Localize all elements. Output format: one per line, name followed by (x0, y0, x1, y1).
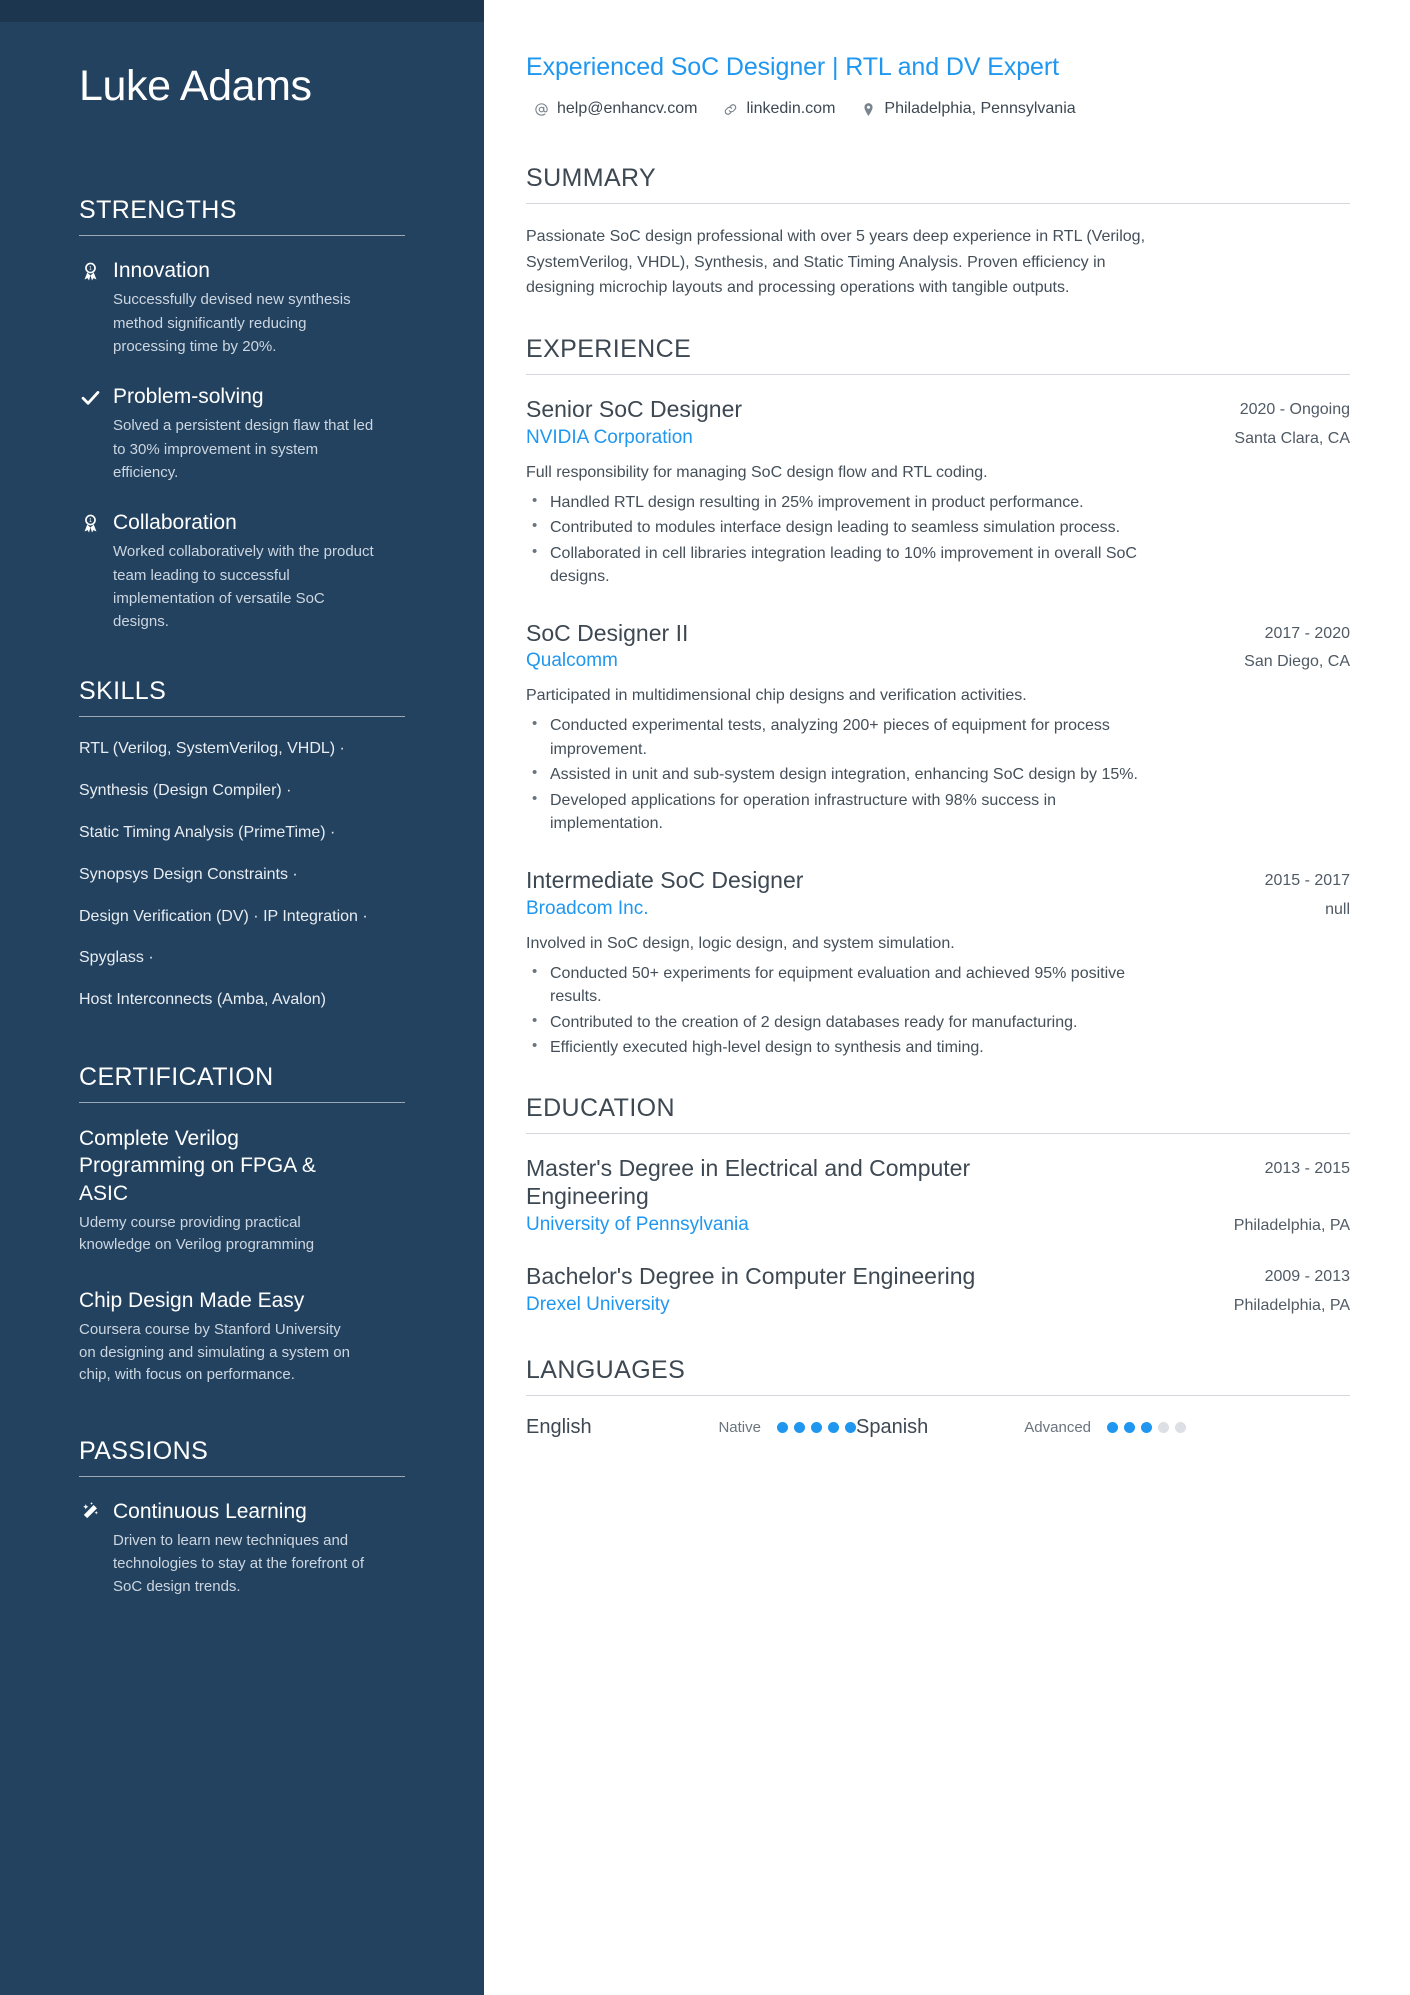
strengths-divider (79, 235, 405, 236)
main-content (484, 0, 1410, 1995)
passions-heading: PASSIONS (79, 1436, 209, 1465)
skill-item: Host Interconnects (Amba, Avalon) (79, 991, 326, 1009)
education-dates: 2013 - 2015 (1264, 1159, 1350, 1177)
language-level: Native (718, 1418, 761, 1436)
contact-item[interactable] (534, 100, 697, 118)
skill-item: RTL (Verilog, SystemVerilog, VHDL) · (79, 740, 345, 758)
company-name[interactable]: Broadcom Inc. (526, 897, 649, 919)
proficiency-dot (1158, 1422, 1169, 1433)
job-bullet: • Contributed to modules interface design leading to seamless simulation process. (526, 516, 1156, 540)
passions-item-description: Driven to learn new techniques and technologies to stay at the forefront of SoC design trends. (113, 1531, 364, 1596)
summary-text: Passionate SoC design professional with over 5 years deep experience in RTL (Verilog, SystemVerilog, VHDL), Synthesis, and Static Timing Analysis. Proven efficiency in designing microchip layouts and processing operations with tangible outputs. (526, 228, 1146, 297)
job-title: Intermediate SoC Designer (526, 866, 804, 893)
language-name: Spanish (856, 1415, 929, 1438)
job-bullet: • Developed applications for operation infrastructure with 98% success in implementation. (526, 789, 1156, 836)
strengths-heading: STRENGTHS (79, 196, 237, 225)
proficiency-dot (1124, 1422, 1135, 1433)
education-entry-top (526, 1262, 1350, 1291)
education-entry (526, 1262, 1350, 1316)
degree-title: Master's Degree in Electrical and Computer Engineering (526, 1154, 971, 1210)
at-sign-icon (534, 102, 549, 117)
strengths-item-header (79, 258, 405, 284)
strengths-item (79, 258, 405, 358)
strengths-item (79, 510, 405, 633)
svg-text:1: 1 (88, 517, 92, 524)
contact-item[interactable] (723, 100, 835, 118)
check-icon (79, 386, 101, 408)
education-entry-sub (526, 1214, 1350, 1236)
strengths-item-description: Successfully devised new synthesis method significantly reducing processing time by 20%. (113, 291, 351, 355)
contact-text: linkedin.com (746, 100, 836, 117)
education-entry-top (526, 1154, 1350, 1212)
strengths-item (79, 384, 405, 484)
contact-text: Philadelphia, Pennsylvania (884, 100, 1076, 117)
company-name[interactable]: NVIDIA Corporation (526, 426, 693, 448)
education-divider (526, 1133, 1350, 1134)
job-summary: Full responsibility for managing SoC design flow and RTL coding. (526, 463, 988, 481)
section-education (526, 1094, 1350, 1316)
experience-entry-sub (526, 898, 1350, 920)
language-proficiency-dots (777, 1422, 856, 1433)
strengths-item-description: Solved a persistent design flaw that led to 30% improvement in system efficiency. (113, 417, 374, 481)
certification-item (79, 1287, 405, 1387)
skill-item: Synthesis (Design Compiler) · (79, 782, 292, 800)
language-item (526, 1416, 856, 1439)
education-location: Philadelphia, PA (1233, 1296, 1350, 1314)
strengths-item-header (79, 510, 405, 536)
contact-text: help@enhancv.com (557, 100, 698, 117)
proficiency-dot (828, 1422, 839, 1433)
experience-entry-top (526, 866, 1350, 895)
proficiency-dot (1175, 1422, 1186, 1433)
experience-entry-top (526, 619, 1350, 648)
certification-heading: CERTIFICATION (79, 1062, 274, 1091)
language-name: English (526, 1415, 592, 1438)
job-bullet: • Conducted experimental tests, analyzing 200+ pieces of equipment for process improvement. (526, 714, 1156, 761)
job-dates: 2020 - Ongoing (1239, 400, 1350, 418)
skills-divider (79, 716, 405, 717)
contact-item[interactable] (861, 100, 1075, 118)
job-bullet-list (526, 714, 1350, 836)
experience-entry-sub (526, 650, 1350, 672)
summary-heading: SUMMARY (526, 164, 657, 192)
passions-divider (79, 1476, 405, 1477)
job-bullet: • Handled RTL design resulting in 25% improvement in product performance. (526, 491, 1156, 515)
company-name[interactable]: Qualcomm (526, 650, 618, 672)
strengths-item-description: Worked collaboratively with the product team leading to successful implementation of versatile SoC designs. (113, 543, 374, 631)
skill-item: Design Verification (DV) · IP Integration · (79, 907, 368, 925)
experience-entry (526, 395, 1350, 589)
strengths-item-header (79, 384, 405, 410)
school-name[interactable]: University of Pennsylvania (526, 1214, 749, 1236)
magic-wand-icon (79, 1501, 101, 1523)
job-dates: 2017 - 2020 (1264, 624, 1350, 642)
job-location: Santa Clara, CA (1234, 429, 1350, 447)
summary-divider (526, 203, 1350, 204)
certification-title: Complete Verilog Programming on FPGA & ASIC (79, 1126, 316, 1205)
experience-entry-top (526, 395, 1350, 424)
section-skills (79, 677, 405, 1011)
proficiency-dot (845, 1422, 856, 1433)
strengths-item-title: Innovation (113, 259, 210, 283)
proficiency-dot (794, 1422, 805, 1433)
language-level: Advanced (1024, 1418, 1091, 1436)
job-location: San Diego, CA (1244, 653, 1350, 671)
job-summary: Participated in multidimensional chip designs and verification activities. (526, 687, 1027, 705)
job-bullet: • Collaborated in cell libraries integration leading to 10% improvement in overall SoC designs. (526, 542, 1156, 589)
job-title: SoC Designer II (526, 619, 689, 646)
job-bullet-list (526, 962, 1350, 1060)
section-languages (526, 1356, 1350, 1439)
language-item (856, 1416, 1186, 1439)
certification-item (79, 1125, 405, 1257)
certification-description: Udemy course providing practical knowledge on Verilog programming (79, 1213, 315, 1254)
passions-item (79, 1499, 405, 1599)
link-icon (723, 102, 738, 117)
job-bullet: • Efficiently executed high-level design to synthesis and timing. (526, 1036, 1156, 1060)
certification-divider (79, 1102, 405, 1103)
languages-divider (526, 1395, 1350, 1396)
languages-heading: LANGUAGES (526, 1355, 686, 1384)
proficiency-dot (1107, 1422, 1118, 1433)
experience-entry (526, 619, 1350, 836)
award-ribbon-icon (79, 512, 101, 534)
skill-item: Static Timing Analysis (PrimeTime) · (79, 824, 336, 841)
contact-row (526, 100, 1350, 118)
education-entry-sub (526, 1294, 1350, 1316)
section-summary (526, 164, 1350, 301)
experience-entry (526, 866, 1350, 1060)
education-dates: 2009 - 2013 (1264, 1268, 1350, 1286)
skill-item: Spyglass · (79, 949, 154, 967)
job-bullet: • Assisted in unit and sub-system design integration, enhancing SoC design by 15%. (526, 763, 1156, 787)
education-entry (526, 1154, 1350, 1237)
strengths-item-title: Collaboration (113, 511, 237, 535)
section-passions (79, 1437, 405, 1599)
job-location: null (1325, 900, 1350, 918)
skill-item: Synopsys Design Constraints · (79, 865, 298, 883)
map-pin-icon (861, 102, 876, 117)
strengths-item-title: Problem-solving (113, 385, 264, 409)
job-bullet-list (526, 491, 1350, 589)
section-experience (526, 335, 1350, 1060)
certification-description: Coursera course by Stanford University on designing and simulating a system on chip, with focus on performance. (79, 1321, 350, 1384)
professional-headline: Experienced SoC Designer | RTL and DV Expert (526, 53, 1059, 81)
candidate-name: Luke Adams (79, 62, 312, 110)
language-proficiency-dots (1107, 1422, 1186, 1433)
certification-title: Chip Design Made Easy (79, 1288, 305, 1312)
proficiency-dot (777, 1422, 788, 1433)
experience-entry-sub (526, 427, 1350, 449)
school-name[interactable]: Drexel University (526, 1293, 670, 1315)
sidebar (0, 0, 484, 1995)
experience-divider (526, 374, 1350, 375)
education-heading: EDUCATION (526, 1093, 675, 1122)
job-bullet: • Conducted 50+ experiments for equipment evaluation and achieved 95% positive results. (526, 962, 1156, 1009)
degree-title: Bachelor's Degree in Computer Engineering (526, 1263, 976, 1290)
award-ribbon-icon (79, 260, 101, 282)
skills-heading: SKILLS (79, 677, 167, 706)
proficiency-dot (1141, 1422, 1152, 1433)
section-certification (79, 1063, 405, 1387)
languages-row (526, 1416, 1350, 1439)
proficiency-dot (811, 1422, 822, 1433)
passions-item-title: Continuous Learning (113, 1499, 307, 1523)
job-dates: 2015 - 2017 (1264, 871, 1350, 889)
job-summary: Involved in SoC design, logic design, and system simulation. (526, 934, 955, 952)
job-title: Senior SoC Designer (526, 395, 743, 422)
svg-text:1: 1 (88, 265, 92, 272)
job-bullet: • Contributed to the creation of 2 design databases ready for manufacturing. (526, 1011, 1156, 1035)
education-location: Philadelphia, PA (1233, 1217, 1350, 1235)
experience-heading: EXPERIENCE (526, 334, 692, 363)
passions-item-header (79, 1499, 405, 1525)
section-strengths (79, 196, 405, 633)
